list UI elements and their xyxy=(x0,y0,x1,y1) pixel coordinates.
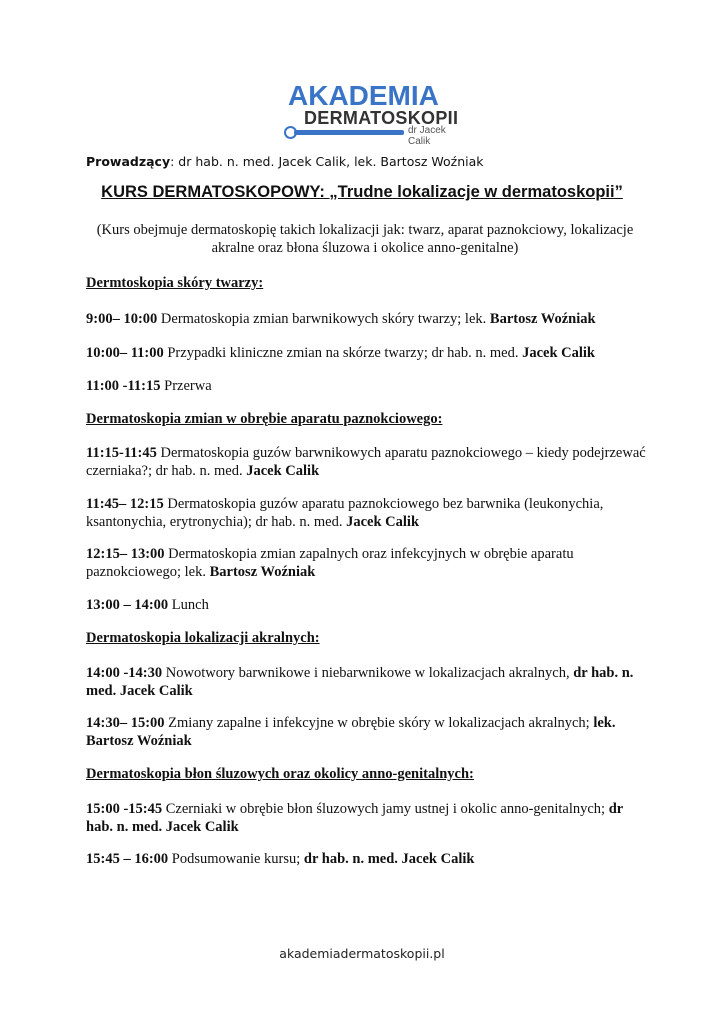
item-time: 15:00 -15:45 xyxy=(86,801,163,817)
schedule-item xyxy=(86,310,646,328)
schedule-item xyxy=(86,596,646,614)
schedule-item xyxy=(86,714,646,750)
item-speaker: Bartosz Woźniak xyxy=(209,564,316,580)
item-text: Dermatoskopia guzów barwnikowych aparatu paznokciowego – kiedy podejrzewać czerniaka?; dr hab. n. med. xyxy=(86,445,646,479)
item-time: 11:45– 12:15 xyxy=(86,496,164,512)
schedule-item xyxy=(86,344,646,362)
item-text: Nowotwory barwnikowe i niebarwnikowe w lokalizacjach akralnych, xyxy=(162,665,574,681)
course-title: KURS DERMATOSKOPOWY: „Trudne lokalizacje w dermatoskopii” xyxy=(101,183,623,201)
schedule-item xyxy=(86,495,646,531)
item-speaker: dr hab. n. med. Jacek Calik xyxy=(86,801,623,835)
website-footer: akademiadermatoskopii.pl xyxy=(279,946,445,961)
item-time: 13:00 – 14:00 xyxy=(86,597,169,613)
logo-bar xyxy=(294,130,404,135)
item-speaker: Jacek Calik xyxy=(346,514,420,530)
lecturers-line xyxy=(86,154,484,169)
item-speaker: dr hab. n. med. Jacek Calik xyxy=(303,851,475,867)
logo-dermatoskopii-text: DERMATOSKOPII xyxy=(304,108,459,128)
akademia-logo xyxy=(284,80,459,147)
lecturers-names: : dr hab. n. med. Jacek Calik, lek. Bartosz Woźniak xyxy=(170,154,484,169)
section-heading: Dermatoskopia lokalizacji akralnych: xyxy=(86,630,320,646)
logo-akademia-text: AKADEMIA xyxy=(288,80,439,111)
item-text: Dermatoskopia zmian zapalnych oraz infekcyjnych w obrębie aparatu paznokciowego; lek. xyxy=(86,546,574,580)
schedule-item xyxy=(86,377,646,395)
item-speaker: Jacek Calik xyxy=(246,463,320,479)
item-text: Przypadki kliniczne zmian na skórze twarzy; dr hab. n. med. xyxy=(163,345,523,361)
item-text: Dermatoskopia guzów aparatu paznokciowego bez barwnika (leukonychia, ksantonychia, erytronychia); dr hab. n. med. xyxy=(86,496,604,530)
item-time: 15:45 – 16:00 xyxy=(86,851,169,867)
section-heading: Dermatoskopia zmian w obrębie aparatu paznokciowego: xyxy=(86,411,443,427)
item-time: 10:00– 11:00 xyxy=(86,345,164,361)
schedule-item xyxy=(86,444,646,480)
item-text: Przerwa xyxy=(160,378,212,394)
course-intro: (Kurs obejmuje dermatoskopię takich lokalizacji jak: twarz, aparat paznokciowy, lokalizacje akralne oraz błona śluzowa i okolice anno-genitalne) xyxy=(96,222,634,256)
item-time: 12:15– 13:00 xyxy=(86,546,165,562)
item-time: 14:00 -14:30 xyxy=(86,665,163,681)
item-text: Dermatoskopia zmian barwnikowych skóry twarzy; lek. xyxy=(157,311,490,327)
item-speaker: Jacek Calik xyxy=(522,345,595,361)
lecturers-label: Prowadzący xyxy=(86,154,171,169)
schedule-item xyxy=(86,850,646,868)
schedule-item xyxy=(86,545,646,581)
item-speaker: dr hab. n. med. Jacek Calik xyxy=(86,665,634,699)
section-heading: Dermtoskopia skóry twarzy: xyxy=(86,275,264,291)
item-text: Czerniaki w obrębie błon śluzowych jamy ustnej i okolic anno-genitalnych; xyxy=(162,801,609,817)
item-text: Zmiany zapalne i infekcyjne w obrębie skóry w lokalizacjach akralnych; xyxy=(164,715,594,731)
item-text: Podsumowanie kursu; xyxy=(168,851,304,867)
item-speaker: Bartosz Woźniak xyxy=(489,311,596,327)
schedule-item xyxy=(86,664,646,700)
schedule-item xyxy=(86,800,646,836)
item-time: 14:30– 15:00 xyxy=(86,715,165,731)
logo-subtitle: dr Jacek Calik xyxy=(408,125,446,147)
item-speaker: lek. Bartosz Woźniak xyxy=(86,715,616,749)
item-time: 11:15-11:45 xyxy=(86,445,157,461)
section-heading: Dermatoskopia błon śluzowych oraz okolicy anno-genitalnych: xyxy=(86,766,474,782)
item-time: 11:00 -11:15 xyxy=(86,378,161,394)
item-time: 9:00– 10:00 xyxy=(86,311,158,327)
item-text: Lunch xyxy=(168,597,209,613)
